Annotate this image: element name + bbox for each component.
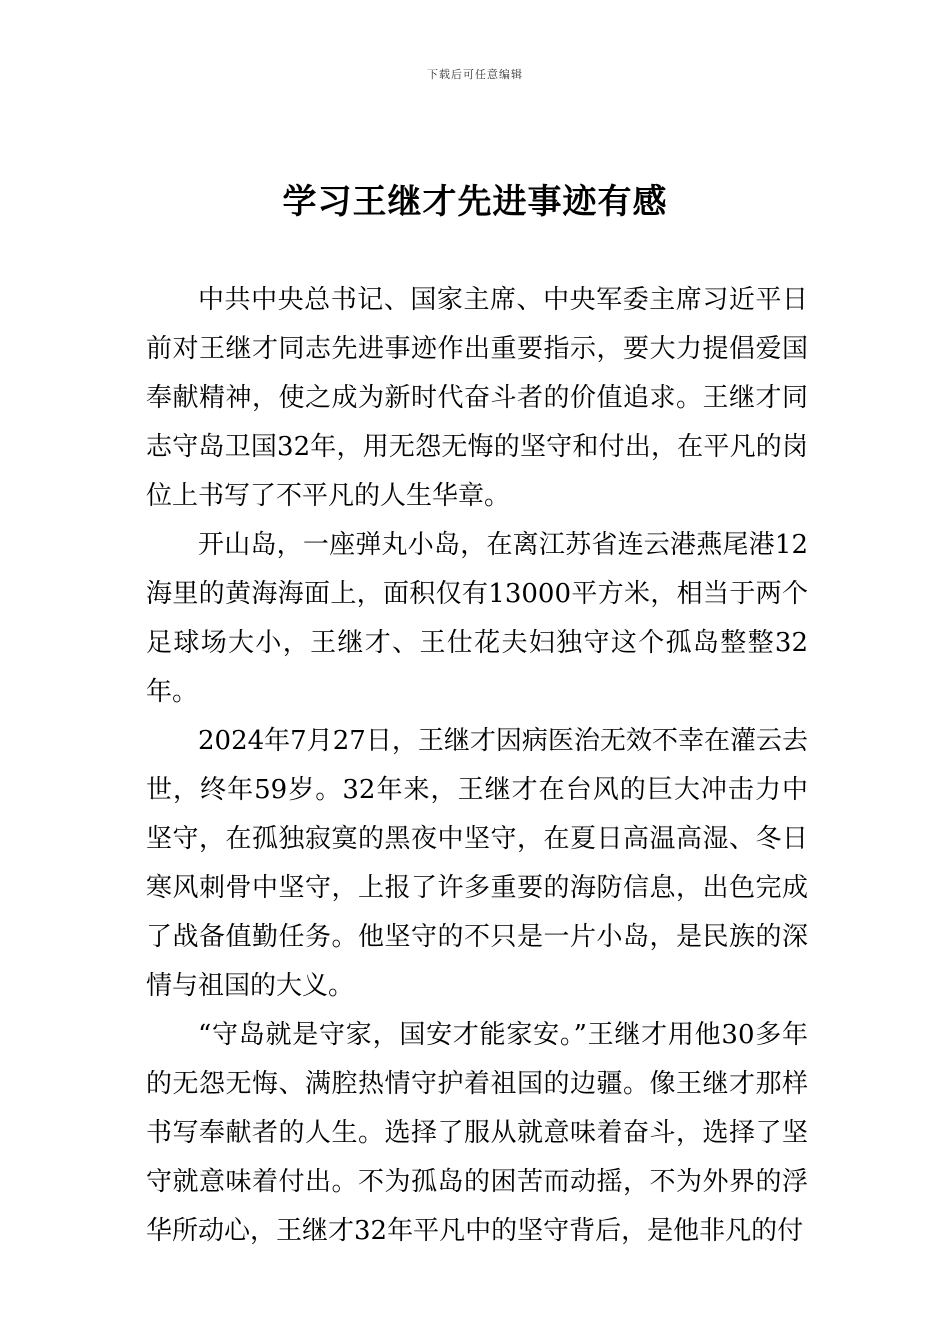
paragraph-4: “守岛就是守家，国安才能家安。”王继才用他30多年的无怨无悔、满腔热情守护着祖国的边疆。像王继才那样书写奉献者的人生。选择了服从就意味着奋斗，选择了坚守就意味着付出。不为孤岛的困苦而动摇，不为外界的浮华所动心，王继才32年平凡中的坚守背后，是他非凡的付 [146,1020,808,1246]
document-title: 学习王继才先进事迹有感 [282,182,668,222]
header-note: 下载后可任意编辑 [427,68,523,81]
paragraph-2: 开山岛，一座弹丸小岛，在离江苏省连云港燕尾港12海里的黄海海面上，面积仅有13000平方米，相当于两个足球场大小，王继才、王仕花夫妇独守这个孤岛整整32年。 [146,530,808,707]
paragraph-3: 2024年7月27日，王继才因病医治无效不幸在灌云去世，终年59岁。32年来，王继才在台风的巨大冲击力中坚守，在孤独寂寞的黑夜中坚守，在夏日高温高湿、冬日寒风刺骨中坚守，上报了许多重要的海防信息，出色完成了战备值勤任务。他坚守的不只是一片小岛，是民族的深情与祖国的大义。 [146,726,808,1001]
paragraph-1: 中共中央总书记、国家主席、中央军委主席习近平日前对王继才同志先进事迹作出重要指示，要大力提倡爱国奉献精神，使之成为新时代奋斗者的价值追求。王继才同志守岛卫国32年，用无怨无悔的坚守和付出，在平凡的岗位上书写了不平凡的人生华章。 [146,285,808,511]
document-body [146,276,808,1256]
